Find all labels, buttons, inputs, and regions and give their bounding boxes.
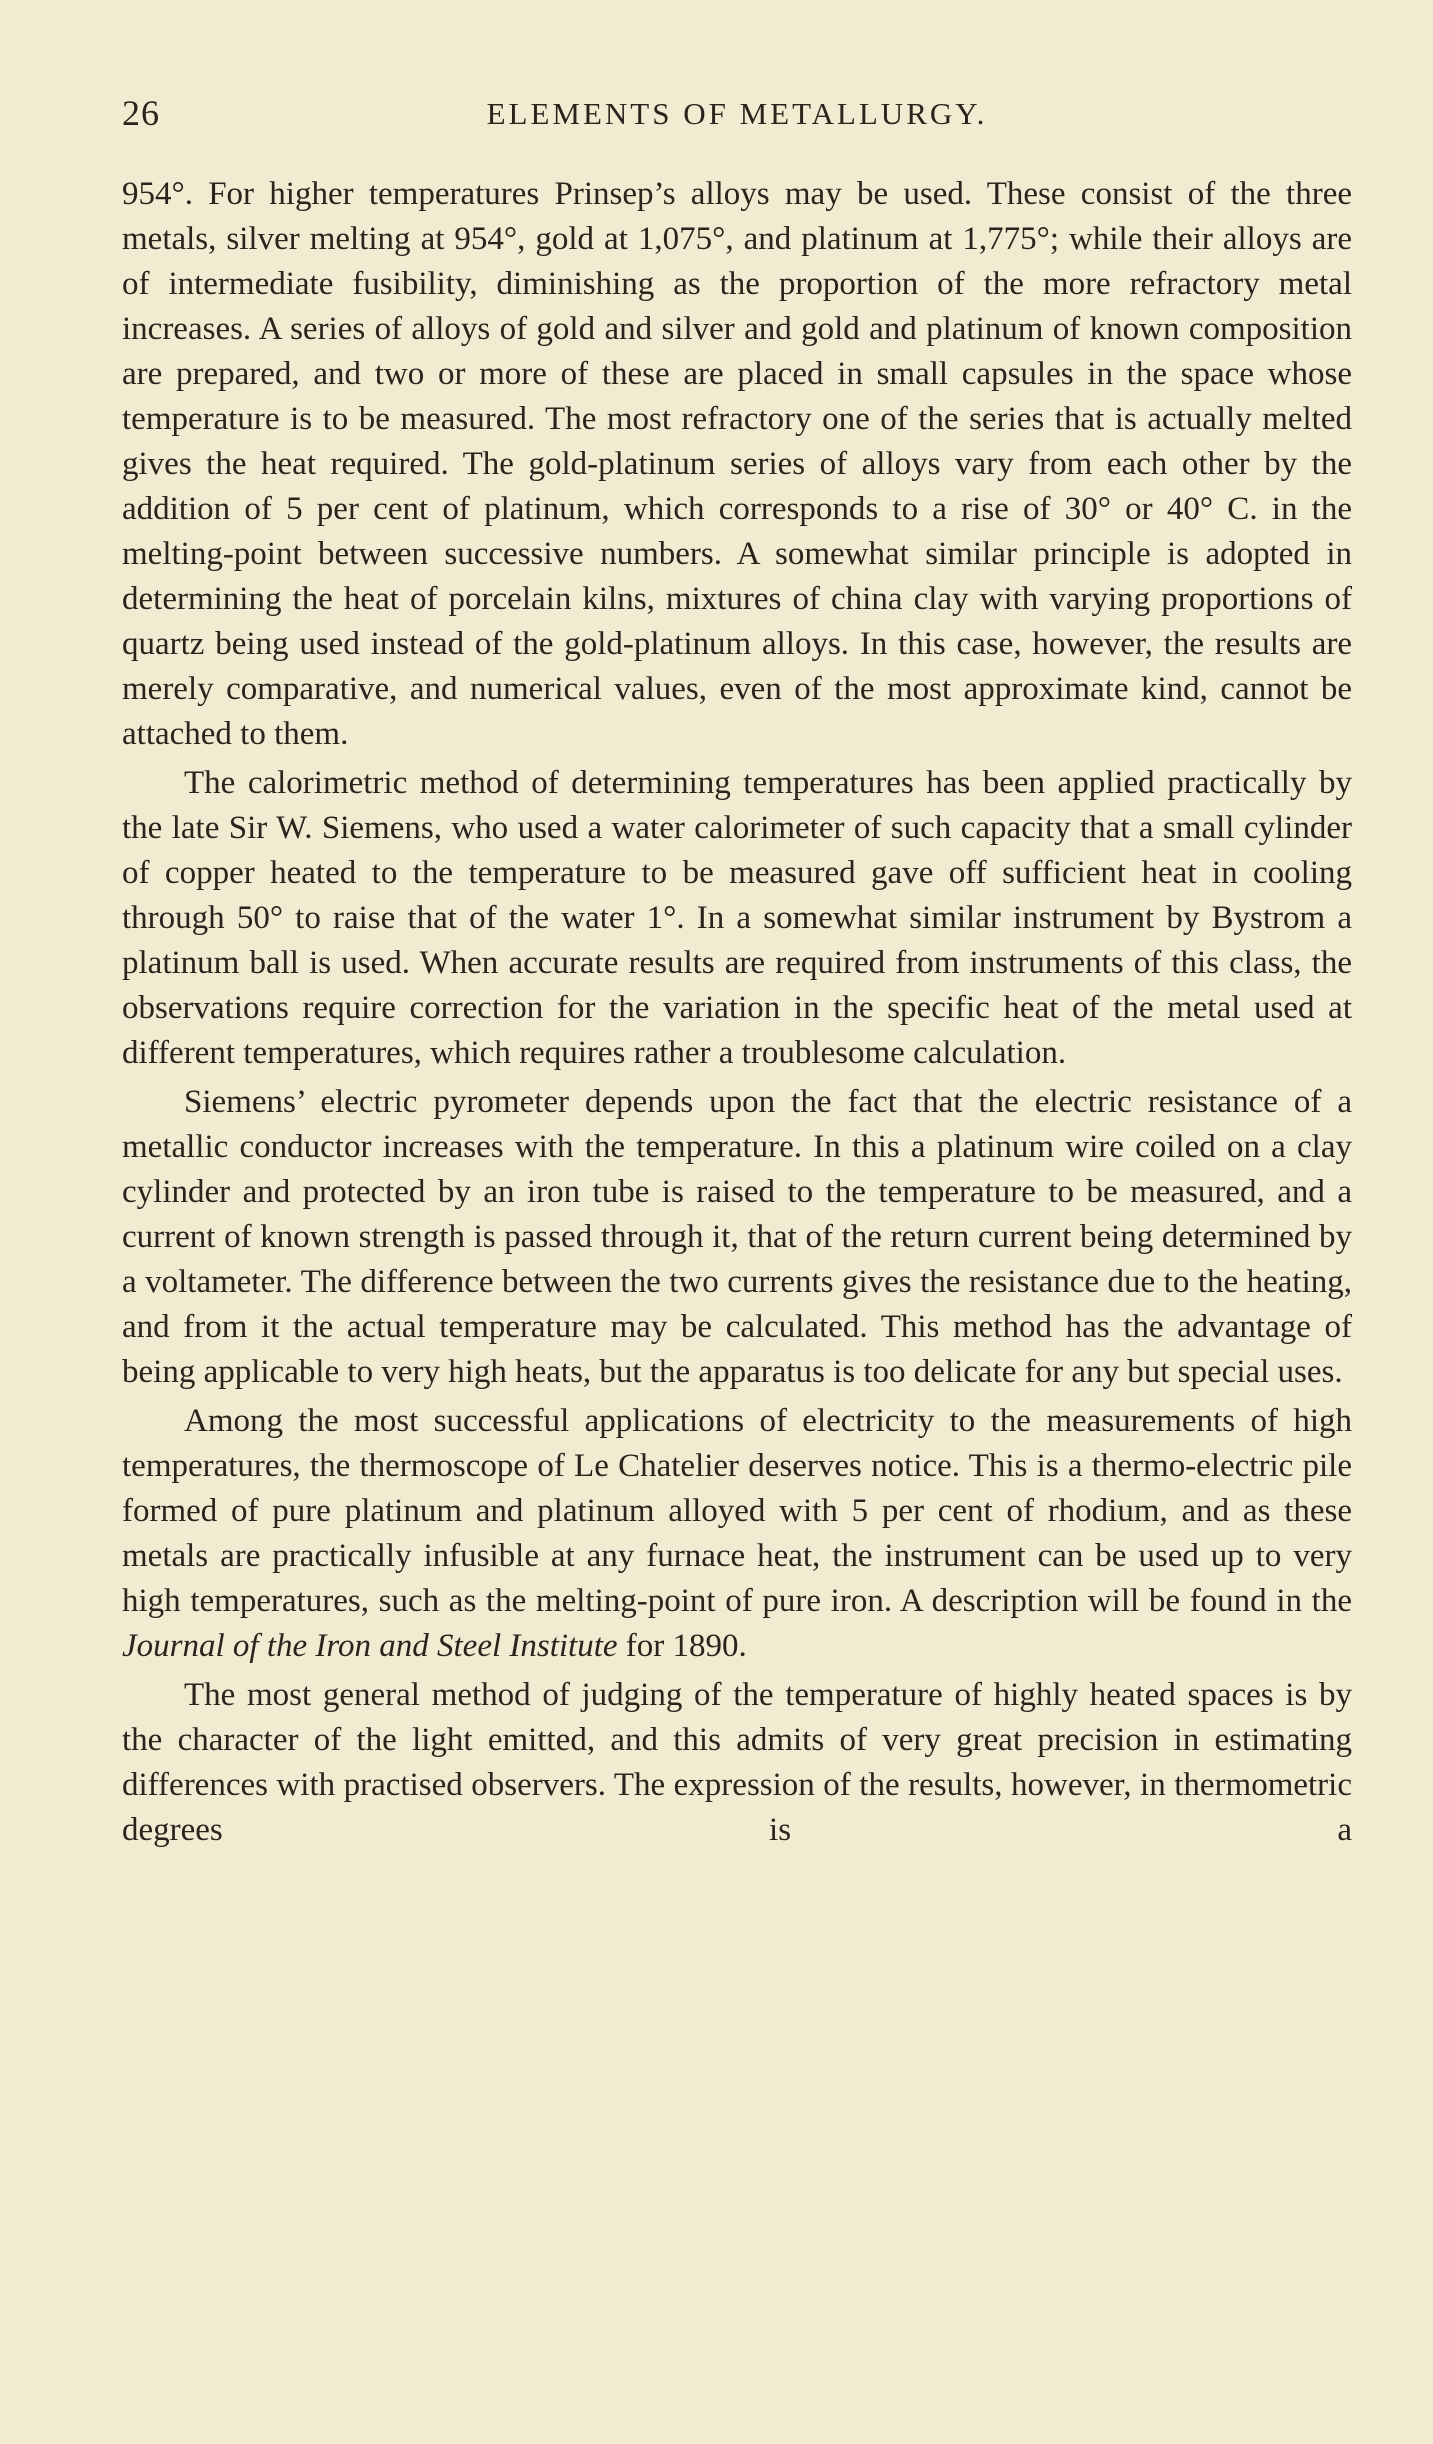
thermoscope-text-end: for 1890. bbox=[617, 1628, 747, 1664]
body-text bbox=[122, 172, 1352, 1853]
paragraph-continued: 954°. For higher temperatures Prinsep’s alloys may be used. These consist of the three metals, silver melting at 954°, gold at 1,075°, and platinum at 1,775°; while their alloys are of intermediate fusibility, diminishing as the proportion of the more refractory metal increases. A series of alloys of gold and silver and gold and platinum of known composition are prepared, and two or more of these are placed in small capsules in the space whose temperature is to be measured. The most refractory one of the series that is actually melted gives the heat required. The gold-platinum series of alloys vary from each other by the addition of 5 per cent of platinum, which corresponds to a rise of 30° or 40° C. in the melting-point between successive numbers. A somewhat similar principle is adopted in determining the heat of porcelain kilns, mixtures of china clay with varying proportions of quartz being used instead of the gold-platinum alloys. In this case, however, the results are merely comparative, and numerical values, even of the most approximate kind, cannot be attached to them. bbox=[122, 176, 1352, 752]
journal-title: Journal of the Iron and Steel Institute bbox=[122, 1628, 618, 1664]
paragraph-thermoscope bbox=[122, 1399, 1352, 1669]
paragraph-calorimetric-method: The calorimetric method of determining temperatures has been applied practically by the late Sir W. Siemens, who used a water calorimeter of such capacity that a small cylinder of copper heated to the temperature to be measured gave off sufficient heat in cooling through 50° to raise that of the water 1°. In a somewhat similar instrument by Bystrom a platinum ball is used. When accurate results are required from instruments of this class, the observations require correction for the variation in the specific heat of the metal used at different temperatures, which requires rather a troublesome calculation. bbox=[122, 765, 1352, 1071]
page-number: 26 bbox=[122, 93, 160, 133]
page-header bbox=[122, 92, 1352, 152]
book-page bbox=[122, 92, 1352, 1857]
paragraph-electric-pyrometer: Siemens’ electric pyrometer depends upon the fact that the electric resistance of a metallic conductor increases with the temperature. In this a platinum wire coiled on a clay cylinder and protected by an iron tube is raised to the temperature to be measured, and a current of known strength is passed through it, that of the return current being determined by a voltameter. The difference between the two currents gives the resistance due to the heating, and from it the actual temperature may be calculated. This method has the advantage of being applicable to very high heats, but the apparatus is too delicate for any but special uses. bbox=[122, 1084, 1352, 1390]
running-head: ELEMENTS OF METALLURGY. bbox=[486, 96, 988, 131]
thermoscope-text: Among the most successful applications of electricity to the measurements of high temperatures, the thermoscope of Le Chatelier deserves notice. This is a thermo-electric pile formed of pure platinum and platinum alloyed with 5 per cent of rhodium, and as these metals are practically infusible at any furnace heat, the instrument can be used up to very high temperatures, such as the melting-point of pure iron. A description will be found in the bbox=[122, 1403, 1352, 1619]
paragraph-light-emitted: The most general method of judging of the temperature of highly heated spaces is by the character of the light emitted, and this admits of very great precision in estimating differences with practised observers. The expression of the results, however, in thermometric degrees is a bbox=[122, 1677, 1352, 1848]
